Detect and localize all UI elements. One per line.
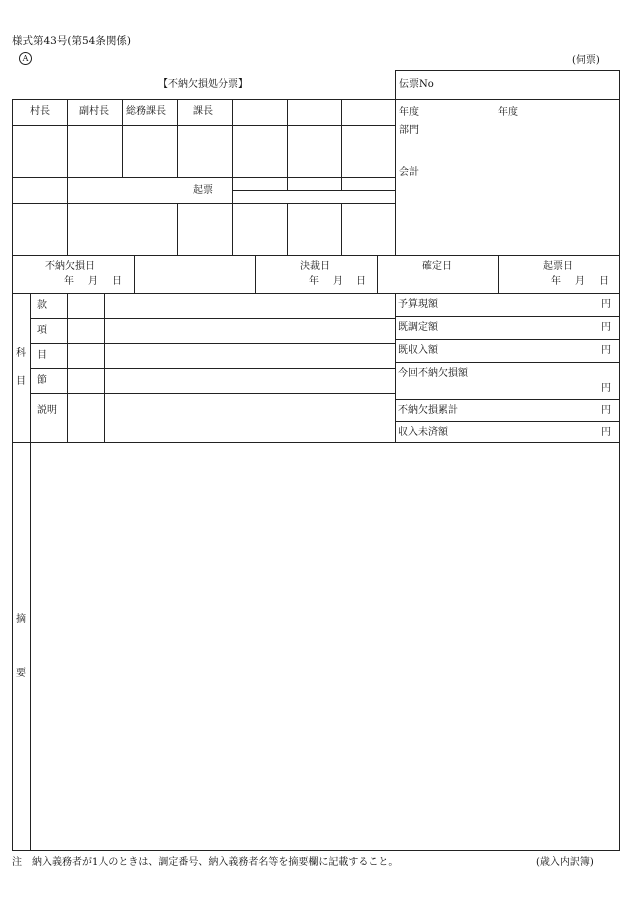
account-row-kan: 款 xyxy=(37,300,47,311)
loss-date-year: 年 xyxy=(64,276,74,287)
loss-date-label: 不納欠損日 xyxy=(45,261,95,272)
drafting-label: 起票 xyxy=(193,185,213,196)
summary-label-2: 要 xyxy=(16,668,26,679)
amount-label-assessed: 既調定額 xyxy=(398,322,438,333)
circle-a-mark xyxy=(19,52,32,65)
amount-label-uncollected: 収入未済額 xyxy=(398,427,448,438)
amount-label-cumulative-loss: 不納欠損累計 xyxy=(398,405,458,416)
fiscal-year-label: 年度 xyxy=(399,107,419,118)
amount-label-budget: 予算現額 xyxy=(398,299,438,310)
draft-date-day: 日 xyxy=(599,276,609,287)
draft-date-year: 年 xyxy=(551,276,561,287)
account-side-label-2: 目 xyxy=(16,376,26,387)
confirm-date-label: 確定日 xyxy=(422,261,452,272)
decision-date-label: 決裁日 xyxy=(300,261,330,272)
account-row-setsu: 節 xyxy=(37,375,47,386)
amount-unit-uncollected: 円 xyxy=(601,427,611,438)
decision-date-year: 年 xyxy=(309,276,319,287)
amount-unit-assessed: 円 xyxy=(601,322,611,333)
fiscal-year-suffix: 年度 xyxy=(498,107,518,118)
accounting-label: 会計 xyxy=(399,167,419,178)
summary-section xyxy=(12,442,620,851)
draft-date-label: 起票日 xyxy=(543,261,573,272)
amount-unit-received: 円 xyxy=(601,345,611,356)
footer-note: 注 納入義務者が1人のときは、調定番号、納入義務者名等を摘要欄に記載すること。 xyxy=(12,857,399,868)
loss-date-day: 日 xyxy=(112,276,122,287)
account-row-description: 説明 xyxy=(37,405,57,416)
form-number: 様式第43号(第54条関係) xyxy=(12,35,131,47)
book-name: (歳入内訳簿) xyxy=(536,857,594,868)
amount-label-received: 既収入額 xyxy=(398,345,438,356)
summary-label-1: 摘 xyxy=(16,614,26,625)
amount-unit-cumulative-loss: 円 xyxy=(601,405,611,416)
account-side-label-1: 科 xyxy=(16,348,26,359)
account-row-kou: 項 xyxy=(37,325,47,336)
amount-unit-current-loss: 円 xyxy=(601,383,611,394)
loss-date-month: 月 xyxy=(88,276,98,287)
form-title: 【不納欠損処分票】 xyxy=(158,79,248,90)
voucher-panel xyxy=(395,70,620,256)
role-section-chief: 課長 xyxy=(193,106,213,117)
amount-unit-budget: 円 xyxy=(601,299,611,310)
account-row-moku: 目 xyxy=(37,350,47,361)
top-right-label: (伺票) xyxy=(572,55,600,66)
draft-date-month: 月 xyxy=(575,276,585,287)
circle-mark-label: A xyxy=(22,54,29,63)
role-general-affairs-chief: 総務課長 xyxy=(126,106,166,117)
decision-date-month: 月 xyxy=(333,276,343,287)
amount-label-current-loss: 今回不納欠損額 xyxy=(398,368,468,379)
department-label: 部門 xyxy=(399,125,419,136)
decision-date-day: 日 xyxy=(356,276,366,287)
voucher-number-label: 伝票No xyxy=(399,79,434,90)
role-deputy-mayor: 副村長 xyxy=(79,106,109,117)
role-mayor: 村長 xyxy=(30,106,50,117)
